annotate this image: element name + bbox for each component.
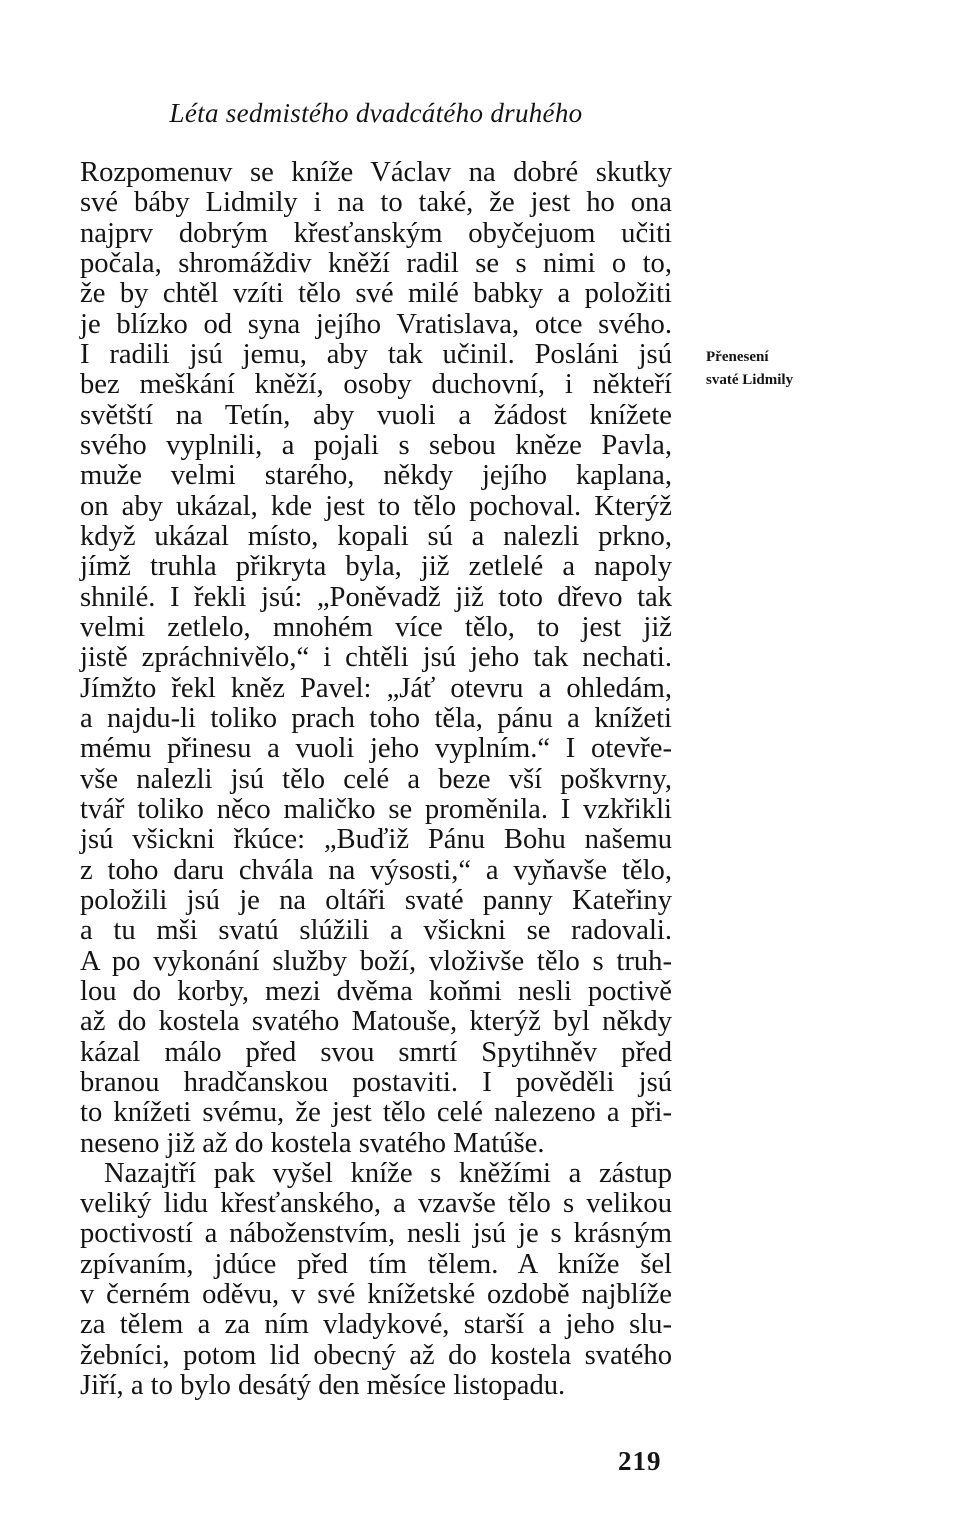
text-line: zpívaním, jdúce před tím tělem. A kníže šel: [80, 1248, 672, 1280]
text-line: a najdu-li toliko prach toho těla, pánu a knížeti: [80, 702, 672, 734]
text-line: žebníci, potom lid obecný až do kostela svatého: [80, 1339, 672, 1371]
text-line: za tělem a za ním vladykové, starší a jeho slu-: [80, 1309, 672, 1341]
text-line: z toho daru chvála na výsosti,“ a vyňavše tělo,: [80, 854, 672, 886]
text-line: A po vykonání služby boží, vloživše tělo s truh-: [80, 945, 672, 977]
text-line: až do kostela svatého Matouše, kterýž byl někdy: [80, 1006, 672, 1038]
text-line: poctivostí a náboženstvím, nesli jsú je s krásným: [80, 1218, 672, 1250]
text-line: tvář toliko něco maličko se proměnila. I vzkřikli: [80, 793, 672, 825]
text-line: shnilé. I řekli jsú: „Poněvadž již toto dřevo tak: [80, 581, 672, 613]
text-line: branou hradčanskou postaviti. I pověděli jsú: [80, 1066, 672, 1098]
text-line: své báby Lidmily i na to také, že jest ho ona: [80, 187, 672, 219]
text-line: svého vyplnili, a pojali s sebou kněze Pavla,: [80, 429, 672, 461]
text-line: jsú všickni řkúce: „Buďiž Pánu Bohu našemu: [80, 824, 672, 856]
text-line: to knížeti svému, že jest tělo celé nalezeno a při-: [80, 1097, 672, 1129]
text-line: vše nalezli jsú tělo celé a beze vší poškvrny,: [80, 763, 672, 795]
text-line: je blízko od syna jejího Vratislava, otce svého.: [80, 308, 672, 340]
text-line: on aby ukázal, kde jest to tělo pochoval. Kterýž: [80, 490, 672, 522]
text-line: Nazajtří pak vyšel kníže s kněžími a zástup: [104, 1157, 672, 1189]
text-line: počala, shromáždiv kněží radil se s nimi o to,: [80, 247, 672, 279]
text-line: když ukázal místo, kopali sú a nalezli prkno,: [80, 520, 672, 552]
text-line: Rozpomenuv se kníže Václav na dobré skutky: [80, 157, 672, 188]
text-line: světští na Tetín, aby vuoli a žádost knížete: [80, 399, 672, 431]
text-line: Jiří, a to bylo desátý den měsíce listopadu.: [80, 1370, 566, 1402]
text-line: najprv dobrým křesťanským obyčejuom učiti: [80, 217, 672, 249]
text-line: velmi zetlelo, mnohém více tělo, to jest již: [80, 611, 672, 643]
text-line: v černém oděvu, v své knížetské ozdobě najblíže: [80, 1279, 672, 1311]
text-line: mému přinesu a vuoli jeho vyplním.“ I otevře-: [80, 733, 672, 765]
body-text: [80, 158, 672, 1401]
text-line: jistě zpráchnivělo,“ i chtěli jsú jeho tak nechati.: [80, 642, 672, 674]
text-line: položili jsú je na oltáři svaté panny Kateřiny: [80, 884, 672, 916]
text-line: a tu mši svatú slúžili a všickni se radovali.: [80, 915, 672, 947]
text-line: muže velmi starého, někdy jejího kaplana,: [80, 460, 672, 492]
text-line: kázal málo před svou smrtí Spytihněv před: [80, 1036, 672, 1068]
text-line: veliký lidu křesťanského, a vzavše tělo s velikou: [80, 1188, 672, 1220]
page-number: 219: [618, 1446, 662, 1476]
text-line: I radili jsú jemu, aby tak učinil. Posláni jsú: [80, 338, 672, 370]
margin-note-line: svaté Lidmily: [706, 372, 794, 388]
running-head: Léta sedmistého dvadcátého druhého: [169, 98, 583, 128]
text-line: neseno již až do kostela svatého Matúše.: [80, 1127, 545, 1159]
margin-note: [706, 346, 793, 392]
text-line: lou do korby, mezi dvěma koňmi nesli poctivě: [80, 975, 672, 1007]
margin-note-line: Přenesení: [706, 349, 769, 365]
text-line: jímž truhla přikryta byla, již zetlelé a napoly: [80, 551, 672, 583]
text-line: bez meškání kněží, osoby duchovní, i někteří: [80, 369, 672, 401]
text-line: že by chtěl vzíti tělo své milé babky a položiti: [80, 278, 672, 310]
text-line: Jímžto řekl kněz Pavel: „Jáť otevru a ohledám,: [80, 672, 672, 704]
